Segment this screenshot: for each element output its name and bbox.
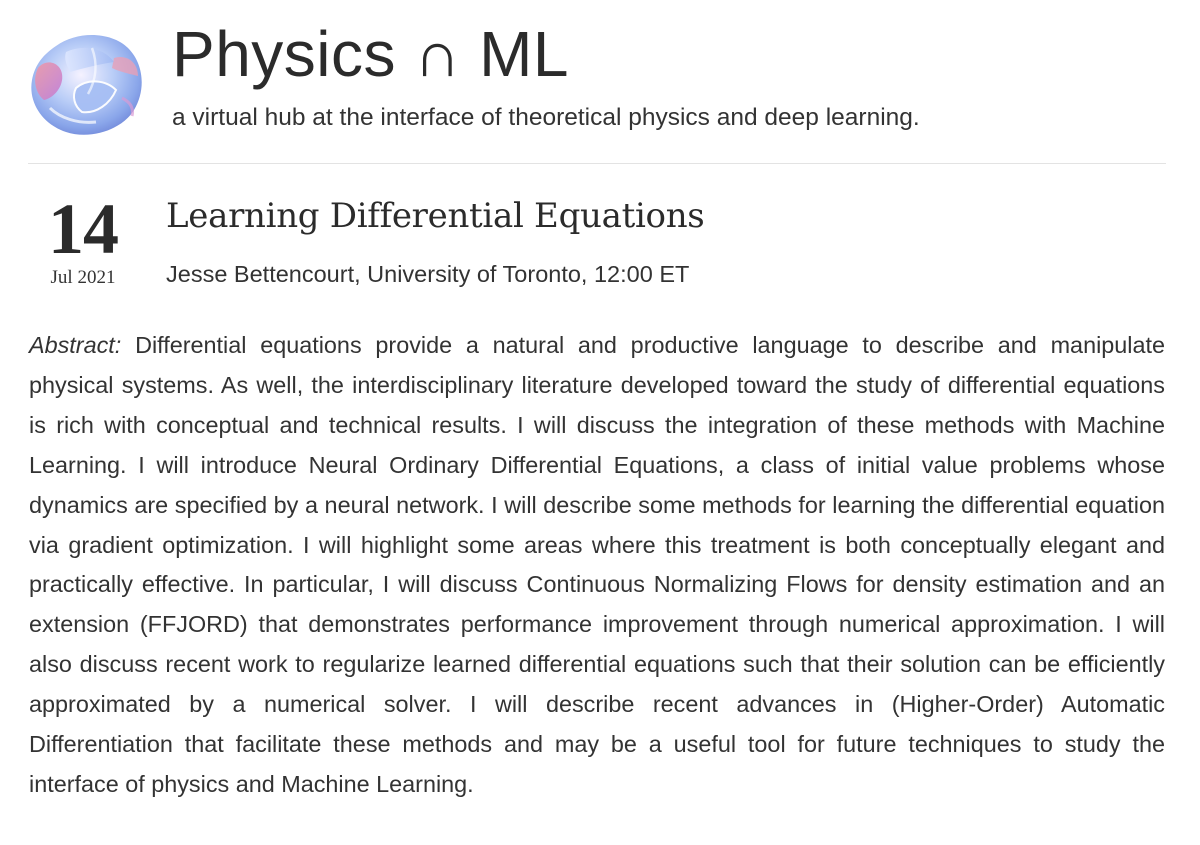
talk-speaker: Jesse Bettencourt, University of Toronto, 12:00 ET: [166, 261, 690, 287]
talk-date-month-year: Jul 2021: [50, 267, 116, 288]
talk-abstract: [29, 326, 1165, 805]
site-subtitle: a virtual hub at the interface of theoretical physics and deep learning.: [172, 104, 920, 131]
abstract-text: Differential equations provide a natural and productive language to describe and manipulate physical systems. As well, the interdisciplinary literature developed toward the study of differential equations is rich with conceptual and technical results. I will discuss the integration of these methods with Machine Learning. I will introduce Neural Ordinary Differential Equations, a class of initial value problems whose dynamics are specified by a neural network. I will describe some methods for learning the differential equation via gradient optimization. I will highlight some areas where this treatment is both conceptually elegant and practically effective. In particular, I will discuss Continuous Normalizing Flows for density estimation and an extension (FFJORD) that demonstrates performance improvement through numerical approximation. I will also discuss recent work to regularize learned differential equations such that their solution can be efficiently approximated by a numerical solver. I will describe recent advances in (Higher-Order) Automatic Differentiation that facilitate these methods and may be a useful tool for future techniques to study the interface of physics and Machine Learning.: [29, 332, 1166, 797]
site-header: [0, 0, 1200, 165]
talk-date: [28, 190, 138, 290]
talk-date-day: 14: [48, 189, 118, 269]
site-logo[interactable]: [26, 28, 148, 140]
abstract-label: Abstract:: [29, 332, 122, 358]
calabi-yau-logo-icon: [26, 28, 148, 140]
header-divider: [28, 163, 1166, 164]
site-title[interactable]: Physics ∩ ML: [172, 18, 569, 90]
talk-title[interactable]: Learning Differential Equations: [166, 196, 705, 236]
